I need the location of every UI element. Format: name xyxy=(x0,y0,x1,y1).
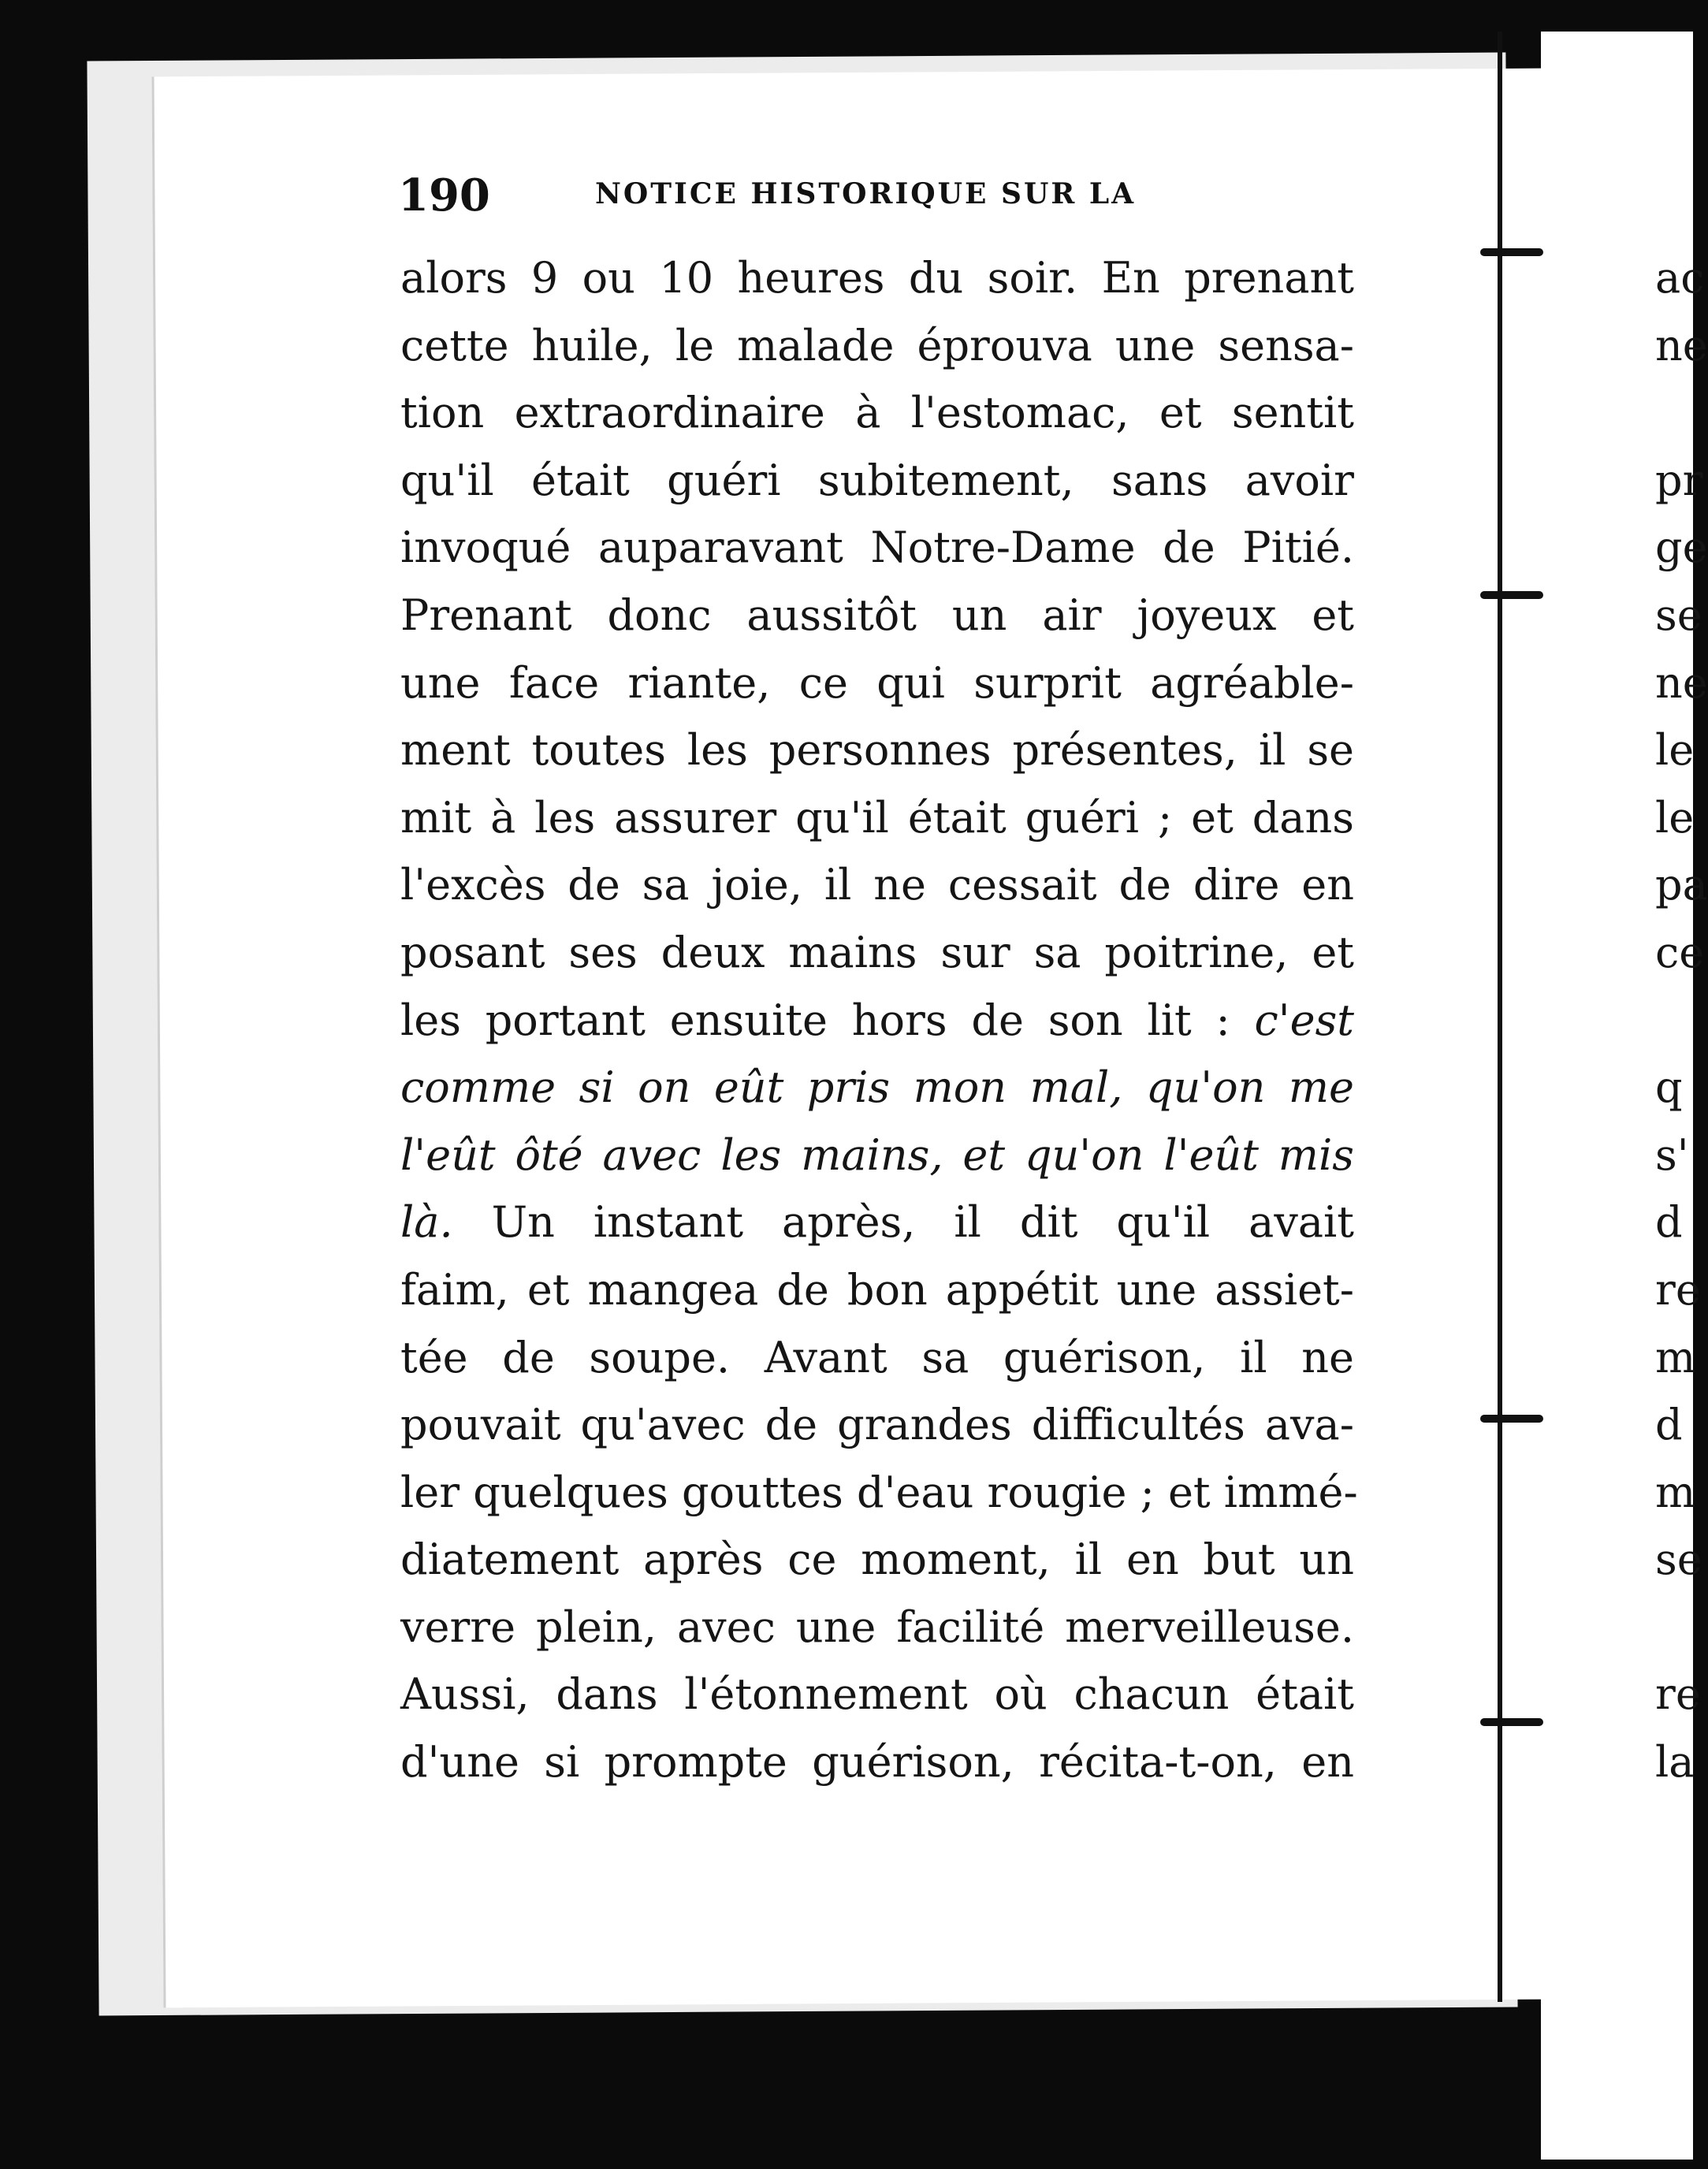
facing-fragment: re xyxy=(1655,1264,1701,1315)
facing-fragment: ac xyxy=(1655,253,1705,303)
facing-fragment: s' xyxy=(1655,1129,1689,1180)
facing-fragment: la xyxy=(1655,1737,1695,1788)
text-line: qu'il était guéri subitement, sans avoir xyxy=(400,455,1354,505)
text-line: mit à les assurer qu'il était guéri ; et dans xyxy=(400,792,1354,843)
text-line: Aussi, dans l'étonnement où chacun était xyxy=(400,1669,1354,1720)
text-line: ment toutes les personnes présentes, il se xyxy=(400,725,1354,776)
text-line: les portant ensuite hors de son lit : c'est xyxy=(400,995,1354,1045)
text-line: ler quelques gouttes d'eau rougie ; et immé- xyxy=(400,1467,1358,1517)
facing-fragment: m xyxy=(1655,1467,1696,1517)
facing-fragment: q xyxy=(1655,1062,1683,1113)
facing-fragment: le xyxy=(1655,725,1695,776)
text-line: Prenant donc aussitôt un air joyeux et xyxy=(400,590,1354,640)
text-line: faim, et mangea de bon appétit une assiet- xyxy=(400,1264,1354,1315)
facing-fragment: m xyxy=(1655,1332,1696,1382)
text-line: pouvait qu'avec de grandes difficultés ava- xyxy=(400,1400,1354,1450)
facing-fragment xyxy=(1655,987,1693,1055)
facing-fragment: ne xyxy=(1655,320,1708,370)
italic-quote: là. xyxy=(400,1197,453,1248)
running-head: NOTICE HISTORIQUE SUR LA xyxy=(595,177,1137,210)
facing-fragment xyxy=(1655,379,1693,447)
facing-fragment: se xyxy=(1655,1535,1702,1585)
text-line-italic: l'eût ôté avec les mains, et qu'on l'eût mis xyxy=(400,1129,1354,1180)
facing-fragment: d xyxy=(1655,1400,1683,1450)
binding-stitch xyxy=(1480,591,1543,599)
facing-fragment: le xyxy=(1655,792,1695,843)
facing-fragment xyxy=(1655,1594,1693,1661)
facing-fragment: pa xyxy=(1655,860,1708,910)
facing-fragment: re xyxy=(1655,1669,1701,1720)
facing-fragment: se xyxy=(1655,590,1702,640)
body-text xyxy=(400,244,1358,1796)
facing-fragment: ne xyxy=(1655,657,1708,708)
binding-stitch xyxy=(1480,1415,1543,1423)
text-line: alors 9 ou 10 heures du soir. En prenant xyxy=(400,253,1354,303)
facing-fragment: pr xyxy=(1655,455,1703,505)
text-line: l'excès de sa joie, il ne cessait de dire en xyxy=(400,860,1354,910)
binding-stitch xyxy=(1480,1718,1543,1726)
facing-page-text xyxy=(1655,244,1708,1796)
page-number: 190 xyxy=(398,169,490,221)
text-line-italic: comme si on eût pris mon mal, qu'on me xyxy=(400,1062,1354,1113)
binding-gutter xyxy=(1498,32,1534,2002)
page-header xyxy=(398,169,1423,221)
text-line: là. Un instant après, il dit qu'il avait xyxy=(400,1197,1354,1248)
text-line: d'une si prompte guérison, récita-t-on, en xyxy=(400,1737,1354,1788)
text-line: diatement après ce moment, il en but un xyxy=(400,1535,1354,1585)
text-line: tion extraordinaire à l'estomac, et sentit xyxy=(400,388,1354,438)
text-line: invoqué auparavant Notre-Dame de Pitié. xyxy=(400,523,1354,573)
text-line: une face riante, ce qui surprit agréable- xyxy=(400,657,1354,708)
text-line: verre plein, avec une facilité merveilleuse. xyxy=(400,1602,1354,1652)
facing-fragment: ge xyxy=(1655,523,1708,573)
text-line: posant ses deux mains sur sa poitrine, et xyxy=(400,927,1354,977)
facing-fragment: ce xyxy=(1655,927,1705,977)
text-line: tée de soupe. Avant sa guérison, il ne xyxy=(400,1332,1354,1382)
facing-fragment: d xyxy=(1655,1197,1683,1248)
text-line: cette huile, le malade éprouva une sensa- xyxy=(400,320,1354,370)
binding-stitch xyxy=(1480,248,1543,256)
italic-quote: c'est xyxy=(1254,995,1354,1045)
